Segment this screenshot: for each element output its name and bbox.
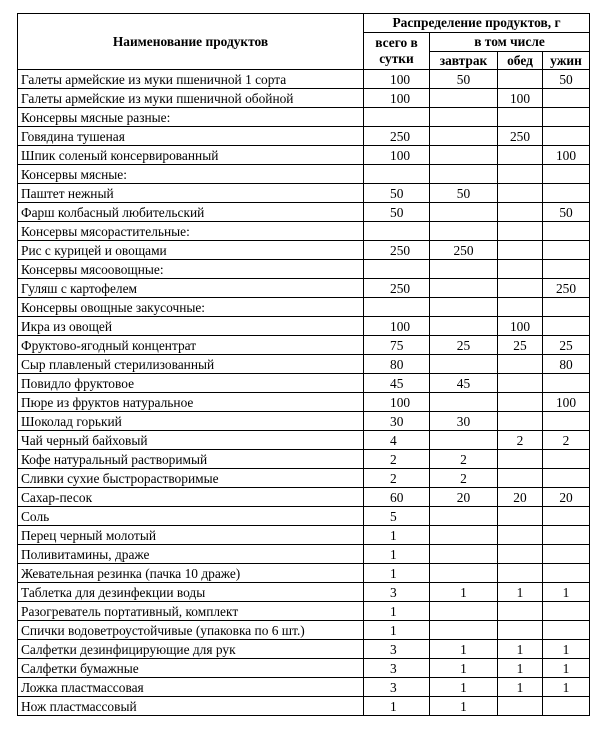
lunch-cell bbox=[498, 507, 543, 526]
daily-total-cell: 250 bbox=[364, 241, 430, 260]
product-name-cell: Говядина тушеная bbox=[18, 127, 364, 146]
lunch-cell bbox=[498, 355, 543, 374]
product-name-cell: Повидло фруктовое bbox=[18, 374, 364, 393]
table-body bbox=[18, 70, 590, 716]
dinner-cell bbox=[543, 412, 590, 431]
product-name-cell: Поливитамины, драже bbox=[18, 545, 364, 564]
daily-total-cell: 1 bbox=[364, 526, 430, 545]
product-name-cell: Консервы мясные: bbox=[18, 165, 364, 184]
table-row bbox=[18, 621, 590, 640]
lunch-cell: 1 bbox=[498, 659, 543, 678]
table-row bbox=[18, 507, 590, 526]
dinner-cell bbox=[543, 621, 590, 640]
dinner-cell bbox=[543, 260, 590, 279]
distribution-header: Распределение продуктов, г bbox=[364, 14, 590, 33]
dinner-cell bbox=[543, 89, 590, 108]
dinner-cell bbox=[543, 374, 590, 393]
table-row bbox=[18, 279, 590, 298]
daily-total-cell: 250 bbox=[364, 127, 430, 146]
dinner-cell bbox=[543, 469, 590, 488]
daily-total-cell bbox=[364, 108, 430, 127]
product-name-cell: Перец черный молотый bbox=[18, 526, 364, 545]
lunch-cell bbox=[498, 412, 543, 431]
table-row bbox=[18, 564, 590, 583]
daily-total-cell: 100 bbox=[364, 393, 430, 412]
table-row bbox=[18, 203, 590, 222]
table-row bbox=[18, 241, 590, 260]
breakfast-cell: 2 bbox=[430, 450, 498, 469]
lunch-cell: 1 bbox=[498, 640, 543, 659]
table-row bbox=[18, 317, 590, 336]
dinner-cell: 1 bbox=[543, 640, 590, 659]
product-name-cell: Сливки сухие быстрорастворимые bbox=[18, 469, 364, 488]
daily-total-cell: 50 bbox=[364, 203, 430, 222]
table-row bbox=[18, 298, 590, 317]
daily-total-cell: 5 bbox=[364, 507, 430, 526]
daily-total-header bbox=[364, 33, 430, 70]
lunch-cell bbox=[498, 450, 543, 469]
breakfast-cell bbox=[430, 203, 498, 222]
daily-total-cell: 3 bbox=[364, 640, 430, 659]
lunch-cell bbox=[498, 108, 543, 127]
lunch-cell bbox=[498, 279, 543, 298]
product-name-cell: Фруктово-ягодный концентрат bbox=[18, 336, 364, 355]
daily-total-cell: 1 bbox=[364, 621, 430, 640]
product-name-cell: Разогреватель портативный, комплект bbox=[18, 602, 364, 621]
breakfast-cell bbox=[430, 165, 498, 184]
daily-total-cell bbox=[364, 222, 430, 241]
breakfast-cell: 20 bbox=[430, 488, 498, 507]
lunch-cell bbox=[498, 564, 543, 583]
product-name-cell: Нож пластмассовый bbox=[18, 697, 364, 716]
product-name-cell: Таблетка для дезинфекции воды bbox=[18, 583, 364, 602]
dinner-header: ужин bbox=[543, 52, 590, 70]
table-row bbox=[18, 412, 590, 431]
breakfast-cell: 2 bbox=[430, 469, 498, 488]
table-row bbox=[18, 355, 590, 374]
dinner-cell bbox=[543, 298, 590, 317]
dinner-cell bbox=[543, 526, 590, 545]
daily-total-cell: 3 bbox=[364, 659, 430, 678]
product-name-cell: Салфетки дезинфицирующие для рук bbox=[18, 640, 364, 659]
lunch-cell bbox=[498, 70, 543, 89]
dinner-cell: 1 bbox=[543, 659, 590, 678]
dinner-cell: 250 bbox=[543, 279, 590, 298]
table-row bbox=[18, 184, 590, 203]
breakfast-cell: 1 bbox=[430, 697, 498, 716]
lunch-cell bbox=[498, 545, 543, 564]
breakfast-cell: 1 bbox=[430, 659, 498, 678]
product-name-cell: Рис с курицей и овощами bbox=[18, 241, 364, 260]
table-row bbox=[18, 697, 590, 716]
daily-total-cell: 1 bbox=[364, 545, 430, 564]
breakfast-cell: 50 bbox=[430, 70, 498, 89]
dinner-cell bbox=[543, 545, 590, 564]
product-name-cell: Фарш колбасный любительский bbox=[18, 203, 364, 222]
dinner-cell bbox=[543, 241, 590, 260]
breakfast-cell: 50 bbox=[430, 184, 498, 203]
lunch-cell bbox=[498, 469, 543, 488]
daily-total-header-line2: сутки bbox=[379, 51, 414, 66]
dinner-cell: 80 bbox=[543, 355, 590, 374]
breakfast-header: завтрак bbox=[430, 52, 498, 70]
daily-total-cell: 100 bbox=[364, 317, 430, 336]
lunch-cell bbox=[498, 241, 543, 260]
lunch-cell bbox=[498, 374, 543, 393]
lunch-cell bbox=[498, 298, 543, 317]
daily-total-cell: 100 bbox=[364, 89, 430, 108]
table-row bbox=[18, 659, 590, 678]
table-row bbox=[18, 165, 590, 184]
lunch-header: обед bbox=[498, 52, 543, 70]
table-row bbox=[18, 602, 590, 621]
daily-total-cell: 30 bbox=[364, 412, 430, 431]
daily-total-cell bbox=[364, 260, 430, 279]
breakfast-cell: 1 bbox=[430, 640, 498, 659]
breakfast-cell bbox=[430, 602, 498, 621]
dinner-cell bbox=[543, 602, 590, 621]
lunch-cell bbox=[498, 393, 543, 412]
product-name-cell: Шоколад горький bbox=[18, 412, 364, 431]
daily-total-cell: 60 bbox=[364, 488, 430, 507]
lunch-cell bbox=[498, 203, 543, 222]
table-row bbox=[18, 431, 590, 450]
table-row bbox=[18, 89, 590, 108]
lunch-cell bbox=[498, 222, 543, 241]
table-row bbox=[18, 146, 590, 165]
daily-total-cell: 1 bbox=[364, 602, 430, 621]
dinner-cell bbox=[543, 450, 590, 469]
lunch-cell: 25 bbox=[498, 336, 543, 355]
breakfast-cell: 25 bbox=[430, 336, 498, 355]
product-name-cell: Салфетки бумажные bbox=[18, 659, 364, 678]
product-name-cell: Галеты армейские из муки пшеничной 1 сорта bbox=[18, 70, 364, 89]
table-row bbox=[18, 108, 590, 127]
dinner-cell bbox=[543, 222, 590, 241]
lunch-cell bbox=[498, 146, 543, 165]
dinner-cell: 2 bbox=[543, 431, 590, 450]
product-name-cell: Шпик соленый консервированный bbox=[18, 146, 364, 165]
product-name-cell: Сыр плавленый стерилизованный bbox=[18, 355, 364, 374]
dinner-cell bbox=[543, 108, 590, 127]
daily-total-cell bbox=[364, 298, 430, 317]
breakfast-cell: 1 bbox=[430, 583, 498, 602]
lunch-cell bbox=[498, 526, 543, 545]
daily-total-cell: 80 bbox=[364, 355, 430, 374]
lunch-cell: 2 bbox=[498, 431, 543, 450]
table-row bbox=[18, 450, 590, 469]
dinner-cell: 50 bbox=[543, 203, 590, 222]
breakfast-cell bbox=[430, 108, 498, 127]
lunch-cell: 100 bbox=[498, 317, 543, 336]
breakfast-cell bbox=[430, 431, 498, 450]
breakfast-cell bbox=[430, 564, 498, 583]
breakfast-cell bbox=[430, 89, 498, 108]
daily-total-cell: 50 bbox=[364, 184, 430, 203]
product-name-cell: Жевательная резинка (пачка 10 драже) bbox=[18, 564, 364, 583]
table-header bbox=[18, 14, 590, 70]
table-row bbox=[18, 127, 590, 146]
daily-total-cell: 100 bbox=[364, 70, 430, 89]
table-row bbox=[18, 526, 590, 545]
product-name-cell: Консервы мясорастительные: bbox=[18, 222, 364, 241]
lunch-cell: 250 bbox=[498, 127, 543, 146]
lunch-cell bbox=[498, 184, 543, 203]
table-row bbox=[18, 222, 590, 241]
table-row bbox=[18, 678, 590, 697]
daily-total-cell: 1 bbox=[364, 697, 430, 716]
product-name-header: Наименование продуктов bbox=[18, 14, 364, 70]
breakfast-cell bbox=[430, 260, 498, 279]
table-row bbox=[18, 545, 590, 564]
daily-total-cell: 45 bbox=[364, 374, 430, 393]
dinner-cell bbox=[543, 165, 590, 184]
breakfast-cell: 45 bbox=[430, 374, 498, 393]
lunch-cell: 20 bbox=[498, 488, 543, 507]
including-header: в том числе bbox=[430, 33, 590, 52]
breakfast-cell: 250 bbox=[430, 241, 498, 260]
daily-total-cell: 2 bbox=[364, 469, 430, 488]
daily-total-cell: 2 bbox=[364, 450, 430, 469]
dinner-cell: 25 bbox=[543, 336, 590, 355]
table-row bbox=[18, 70, 590, 89]
product-name-cell: Галеты армейские из муки пшеничной обойной bbox=[18, 89, 364, 108]
lunch-cell: 100 bbox=[498, 89, 543, 108]
table-row bbox=[18, 393, 590, 412]
lunch-cell: 1 bbox=[498, 583, 543, 602]
table-row bbox=[18, 374, 590, 393]
table-row bbox=[18, 260, 590, 279]
breakfast-cell bbox=[430, 127, 498, 146]
dinner-cell bbox=[543, 564, 590, 583]
table-row bbox=[18, 336, 590, 355]
product-name-cell: Соль bbox=[18, 507, 364, 526]
lunch-cell bbox=[498, 165, 543, 184]
dinner-cell: 50 bbox=[543, 70, 590, 89]
dinner-cell bbox=[543, 697, 590, 716]
dinner-cell: 1 bbox=[543, 678, 590, 697]
product-name-cell: Консервы мясоовощные: bbox=[18, 260, 364, 279]
product-name-cell: Гуляш с картофелем bbox=[18, 279, 364, 298]
dinner-cell: 100 bbox=[543, 146, 590, 165]
product-name-cell: Спички водоветроустойчивые (упаковка по 6 шт.) bbox=[18, 621, 364, 640]
lunch-cell bbox=[498, 621, 543, 640]
table-row bbox=[18, 583, 590, 602]
table-row bbox=[18, 640, 590, 659]
breakfast-cell bbox=[430, 526, 498, 545]
daily-total-cell: 4 bbox=[364, 431, 430, 450]
daily-total-cell: 1 bbox=[364, 564, 430, 583]
product-name-cell: Икра из овощей bbox=[18, 317, 364, 336]
breakfast-cell bbox=[430, 393, 498, 412]
daily-total-cell: 3 bbox=[364, 583, 430, 602]
dinner-cell: 20 bbox=[543, 488, 590, 507]
breakfast-cell bbox=[430, 355, 498, 374]
product-name-cell: Сахар-песок bbox=[18, 488, 364, 507]
breakfast-cell bbox=[430, 545, 498, 564]
ration-distribution-table bbox=[17, 13, 590, 716]
dinner-cell bbox=[543, 184, 590, 203]
daily-total-cell: 75 bbox=[364, 336, 430, 355]
table-row bbox=[18, 488, 590, 507]
dinner-cell bbox=[543, 317, 590, 336]
breakfast-cell: 30 bbox=[430, 412, 498, 431]
breakfast-cell: 1 bbox=[430, 678, 498, 697]
dinner-cell: 100 bbox=[543, 393, 590, 412]
product-name-cell: Консервы мясные разные: bbox=[18, 108, 364, 127]
table-row bbox=[18, 469, 590, 488]
breakfast-cell bbox=[430, 507, 498, 526]
daily-total-cell bbox=[364, 165, 430, 184]
product-name-cell: Кофе натуральный растворимый bbox=[18, 450, 364, 469]
product-name-cell: Консервы овощные закусочные: bbox=[18, 298, 364, 317]
dinner-cell bbox=[543, 127, 590, 146]
product-name-cell: Паштет нежный bbox=[18, 184, 364, 203]
dinner-cell: 1 bbox=[543, 583, 590, 602]
dinner-cell bbox=[543, 507, 590, 526]
lunch-cell bbox=[498, 260, 543, 279]
daily-total-cell: 250 bbox=[364, 279, 430, 298]
breakfast-cell bbox=[430, 146, 498, 165]
breakfast-cell bbox=[430, 279, 498, 298]
lunch-cell bbox=[498, 697, 543, 716]
breakfast-cell bbox=[430, 317, 498, 336]
product-name-cell: Ложка пластмассовая bbox=[18, 678, 364, 697]
daily-total-cell: 3 bbox=[364, 678, 430, 697]
product-name-cell: Пюре из фруктов натуральное bbox=[18, 393, 364, 412]
lunch-cell: 1 bbox=[498, 678, 543, 697]
product-name-cell: Чай черный байховый bbox=[18, 431, 364, 450]
breakfast-cell bbox=[430, 621, 498, 640]
lunch-cell bbox=[498, 602, 543, 621]
breakfast-cell bbox=[430, 298, 498, 317]
daily-total-cell: 100 bbox=[364, 146, 430, 165]
daily-total-header-line1: всего в bbox=[375, 35, 418, 50]
breakfast-cell bbox=[430, 222, 498, 241]
